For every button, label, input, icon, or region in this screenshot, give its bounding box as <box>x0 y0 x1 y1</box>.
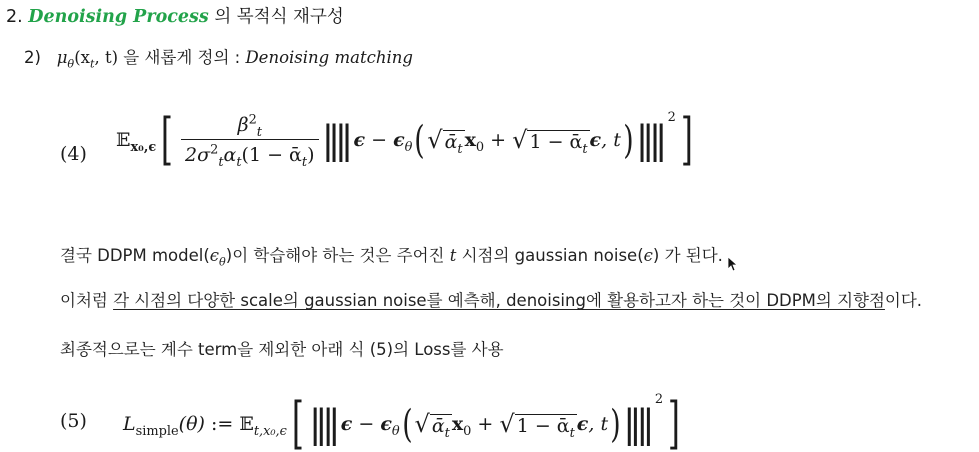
paragraph-1: 결국 DDPM $model(\epsilon_\theta)$이 학습해야 하는 것은 주어진 t 시점의 gaussian noise(ϵ) 가 된다. <box>60 246 723 269</box>
sub-text: 을 새롭게 정의 : <box>123 48 241 67</box>
eq4-fraction: $\frac{\beta^2_t}{2\sigma^2_t\alpha_t(1 - ᾱ_t)}$ <box>181 114 318 166</box>
underlined-phrase: 각 시점의 다양한 scale의 gaussian noise를 예측해, denoising에 활용하고자 하는 것이 DDPM의 지향점 <box>113 291 885 310</box>
equation-5: $L_{simple}(\theta)$ := 𝔼$_{t,x_0,\epsilon}$[ ‖‖ $\epsilon - \epsilon_\theta(√$ ᾱ$_t$ $x_0$ + √ 1 − ᾱ$_t$ ϵ, t)‖‖$^2$] <box>123 391 681 452</box>
equation-4: 𝔼$_{x_0,\epsilon}$[ $\frac{\beta^2_t}{2\sigma^2_t\alpha_t(1 - ᾱ_t)}$ ‖‖ $\epsilon - \epsilon_\theta(√$ ᾱ$_t$ $x_0$ + √ 1 − ᾱ$_t$ ϵ, t)‖‖$^2$] <box>116 107 693 172</box>
section-heading <box>6 3 344 28</box>
mu-theta-symbol: $\mu_\theta(x_t$, t) <box>56 48 119 71</box>
sub-italic: Denoising matching <box>245 48 413 67</box>
mouse-pointer-icon <box>727 256 739 272</box>
heading-green-title: Denoising Process <box>28 7 209 27</box>
heading-number: 2. <box>6 7 23 27</box>
paragraph-3: 최종적으로는 계수 term을 제외한 아래 식 (5)의 Loss를 사용 <box>60 340 504 359</box>
paragraph-2: 이처럼 각 시점의 다양한 scale의 gaussian noise를 예측해, denoising에 활용하고자 하는 것이 DDPM의 지향점이다. <box>60 291 923 310</box>
subsection-heading <box>24 44 413 71</box>
equation-4-label: (4) <box>60 143 87 165</box>
heading-rest: 의 목적식 재구성 <box>214 7 344 27</box>
equation-5-label: (5) <box>60 410 87 432</box>
sub-number: 2) <box>24 48 41 67</box>
